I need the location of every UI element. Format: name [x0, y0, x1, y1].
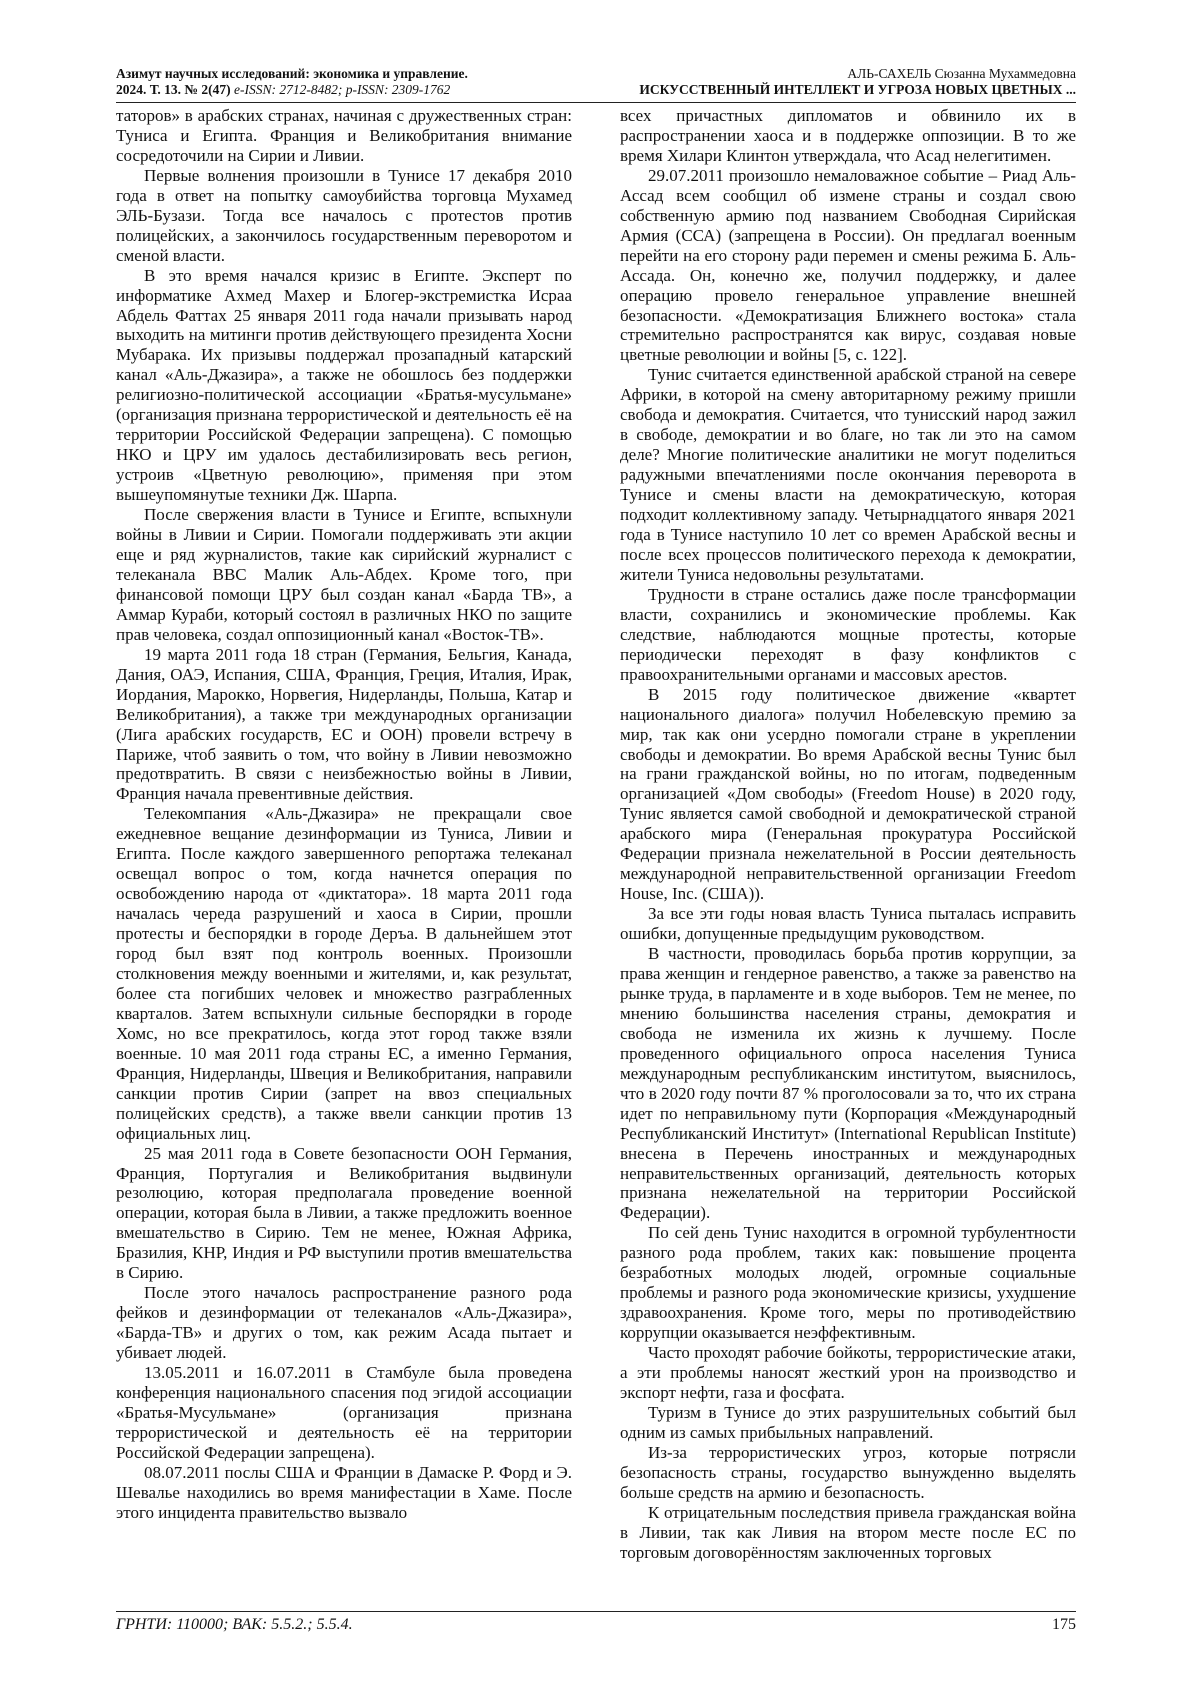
paragraph: Тунис считается единственной арабской страной на севере Африки, в которой на смену авторитарному режиму пришли свобода и демократия. Считается, что тунисский народ зажил в свободе, демократии и во благе, но так ли это на самом деле? Многие политические аналитики не могут поделиться радужными впечатлениями после окончания переворота в Тунисе и смены власти на демократическую, которая подходит коллективному западу. Четырнадцатого января 2021 года в Тунисе наступило 10 лет со времен Арабской весны и после всех процессов политического перехода к демократии, жители Туниса недовольны результатами.: [620, 365, 1076, 584]
paragraph: таторов» в арабских странах, начиная с дружественных стран: Туниса и Египта. Франция и Великобритания внимание сосредоточили на Сирии и Ливии.: [116, 106, 572, 165]
paragraph: Часто проходят рабочие бойкоты, террористические атаки, а эти проблемы наносят жесткий урон на производство и экспорт нефти, газа и фосфата.: [620, 1343, 1076, 1402]
classification-codes: ГРНТИ: 110000; ВАК: 5.5.2.; 5.5.4.: [116, 1616, 353, 1633]
paragraph: всех причастных дипломатов и обвинило их в распространении хаоса и в поддержке оппозиции. В то же время Хилари Клинтон утверждала, что Асад нелегитимен.: [620, 106, 1076, 165]
paragraph: 19 марта 2011 года 18 стран (Германия, Бельгия, Канада, Дания, ОАЭ, Испания, США, Франция, Греция, Италия, Ирак, Иордания, Марокко, Норвегия, Нидерланды, Польша, Катар и Великобритания), а также три международных организации (Лига арабских государств, ЕС и ООН) провели встречу в Париже, чтоб заявить о том, что войну в Ливии невозможно предотвратить. В связи с неизбежностью войны в Ливии, Франция начала превентивные действия.: [116, 644, 572, 804]
paragraph: В частности, проводилась борьба против коррупции, за права женщин и гендерное равенство, а также за равенство на рынке труда, в парламенте и в ходе выборов. Тем не менее, по мнению большинства населения страны, демократия и свобода не изменила их жизнь к лучшему. После проведенного официального опроса населения Туниса международным республиканским институтом, выяснилось, что в 2020 году почти 87 % проголосовали за то, что их страна идет по неправильному пути (Корпорация «Международный Республиканский Институт» (International Republican Institute) внесена в Перечень иностранных и международных неправительственных организаций, деятельность которых признана нежелательной на территории Российской Федерации).: [620, 944, 1076, 1223]
paragraph: 08.07.2011 послы США и Франции в Дамаске Р. Форд и Э. Шевалье находились во время манифестации в Хаме. После этого инцидента правительство вызвало: [116, 1462, 572, 1522]
paragraph: После свержения власти в Тунисе и Египте, вспыхнули войны в Ливии и Сирии. Помогали поддерживать эти акции еще и ряд журналистов, такие как сирийский журналист с телеканала BBC Малик Аль-Абдех. Кроме того, при финансовой помощи ЦРУ был создан канал «Барда ТВ», а Аммар Кураби, который состоял в различных НКО по защите прав человека, создал оппозиционный канал «Восток-ТВ».: [116, 505, 572, 644]
paragraph: 29.07.2011 произошло немаловажное событие – Риад Аль-Ассад всем сообщил об измене страны и создал свою собственную армию под названием Свободная Сирийская Армия (ССА) (запрещена в России). Он предлагал военным перейти на его сторону ради перемен и смены режима Б. Аль-Ассада. Он, конечно же, получил поддержку, и далее операцию провело генеральное управление внешней безопасности. «Демократизация Ближнего востока» стала стремительно распространятся как вирус, создавая новые цветные революции и войны [5, с. 122].: [620, 165, 1076, 365]
footer-divider: [116, 1611, 1076, 1612]
journal-page: [116, 62, 1076, 1652]
paragraph: Из-за террористических угроз, которые потрясли безопасность страны, государство вынужденно выделять больше средств на армию и безопасность.: [620, 1442, 1076, 1502]
header-divider: [116, 102, 1076, 103]
page-number: 175: [1052, 1616, 1076, 1633]
header-journal-info: [116, 66, 468, 98]
page-footer: [116, 1614, 1076, 1638]
header-article-info: [639, 66, 1076, 98]
paragraph: В 2015 году политическое движение «квартет национального диалога» получил Нобелевскую премию за мир, так как они усердно помогали стране в укреплении свободы и демократии. Во время Арабской весны Тунис был на грани гражданской войны, но по итогам, подведенным организацией «Дом свободы» (Freedom House) в 2020 году, Тунис является самой свободной и демократической страной арабского мира (Генеральная прокуратура Российской Федерации признала нежелательной в России деятельность международной неправительственной организации Freedom House, Inc. (США)).: [620, 684, 1076, 904]
running-header: [116, 62, 1076, 102]
paragraph: За все эти годы новая власть Туниса пыталась исправить ошибки, допущенные предыдущим руководством.: [620, 904, 1076, 944]
paragraph: По сей день Тунис находится в огромной турбулентности разного рода проблем, таких как: повышение процента безработных молодых людей, огромные социальные проблемы и разного рода экономические кризисы, ухудшение здравоохранения. Кроме того, меры по противодействию коррупции оказывается неэффективным.: [620, 1223, 1076, 1343]
left-column: [116, 106, 572, 1606]
paragraph: Первые волнения произошли в Тунисе 17 декабря 2010 года в ответ на попытку самоубийства торговца Мухамед ЭЛЬ-Бузази. Тогда все началось с протестов против полицейских, а закончилось государственным переворотом и сменой власти.: [116, 165, 572, 265]
paragraph: 25 мая 2011 года в Совете безопасности ООН Германия, Франция, Португалия и Великобритания выдвинули резолюцию, которая предполагала проведение военной операции, которая была в Ливии, а также предложить военное вмешательство в Сирию. Тем не менее, Южная Африка, Бразилия, КНР, Индия и РФ выступили против вмешательства в Сирию.: [116, 1143, 572, 1283]
right-column: [620, 106, 1076, 1606]
journal-issn: e-ISSN: 2712-8482; p-ISSN: 2309-1762: [233, 82, 451, 97]
paragraph: В это время начался кризис в Египте. Эксперт по информатике Ахмед Махер и Блогер-экстремистка Исраа Абдель Фаттах 25 января 2011 года начали призывать народ выходить на митинги против действующего президента Хосни Мубарака. Их призывы поддержал прозападный катарский канал «Аль-Джазира», а также не обошлось без поддержки религиозно-политической ассоциации «Братья-мусульмане» (организация признана террористической и деятельность её на территории Российской Федерации запрещена). С помощью НКО и ЦРУ им удалось дестабилизировать весь регион, устроив «Цветную революцию», применяя при этом вышеупомянутые техники Дж. Шарпа.: [116, 265, 572, 505]
article-title: ИСКУССТВЕННЫЙ ИНТЕЛЛЕКТ И УГРОЗА НОВЫХ ЦВЕТНЫХ ...: [639, 82, 1076, 97]
journal-name: Азимут научных исследований: экономика и управление.: [116, 66, 468, 81]
article-body: [116, 106, 1076, 1606]
paragraph: 13.05.2011 и 16.07.2011 в Стамбуле была проведена конференция национального спасения под эгидой ассоциации «Братья-Мусульмане» (организация признана террористической и деятельность её на территории Российской Федерации запрещена).: [116, 1363, 572, 1462]
article-author: АЛЬ-САХЕЛЬ Сюзанна Мухаммедовна: [847, 66, 1076, 81]
paragraph: Туризм в Тунисе до этих разрушительных событий был одним из самых прибыльных направлений.: [620, 1402, 1076, 1442]
paragraph: Телекомпания «Аль-Джазира» не прекращали свое ежедневное вещание дезинформации из Туниса, Ливии и Египта. После каждого завершенного репортажа телеканал освещал вопрос о том, когда начнется операция по освобождению народа от «диктатора». 18 марта 2011 года началась череда разрушений и хаоса в Сирии, прошли протесты и беспорядки в городе Деръа. В дальнейшем этот город был взят под контроль военных. Произошли столкновения между военными и жителями, и, как результат, более ста погибших человек и множество разграбленных кварталов. Затем вспыхнули сильные беспорядки в городе Хомс, но все прекратилось, когда этот город также взяли военные. 10 мая 2011 года страны ЕС, а именно Германия, Франция, Нидерланды, Швеция и Великобритания, направили санкции против Сирии (запрет на ввоз специальных полицейских средств), а также ввели санкции против 13 официальных лиц.: [116, 804, 572, 1143]
paragraph: После этого началось распространение разного рода фейков и дезинформации от телеканалов «Аль-Джазира», «Барда-ТВ» и других о том, как режим Асада пытает и убивает людей.: [116, 1283, 572, 1363]
paragraph: К отрицательным последствия привела гражданская война в Ливии, так как Ливия на втором месте после ЕС по торговым договорённостям заключенных торговых: [620, 1502, 1076, 1562]
paragraph: Трудности в стране остались даже после трансформации власти, сохранились и экономические проблемы. Как следствие, наблюдаются мощные протесты, которые периодически переходят в фазу конфликтов с правоохранительными органами и массовых арестов.: [620, 584, 1076, 684]
journal-issue: 2024. Т. 13. № 2(47): [116, 82, 231, 97]
